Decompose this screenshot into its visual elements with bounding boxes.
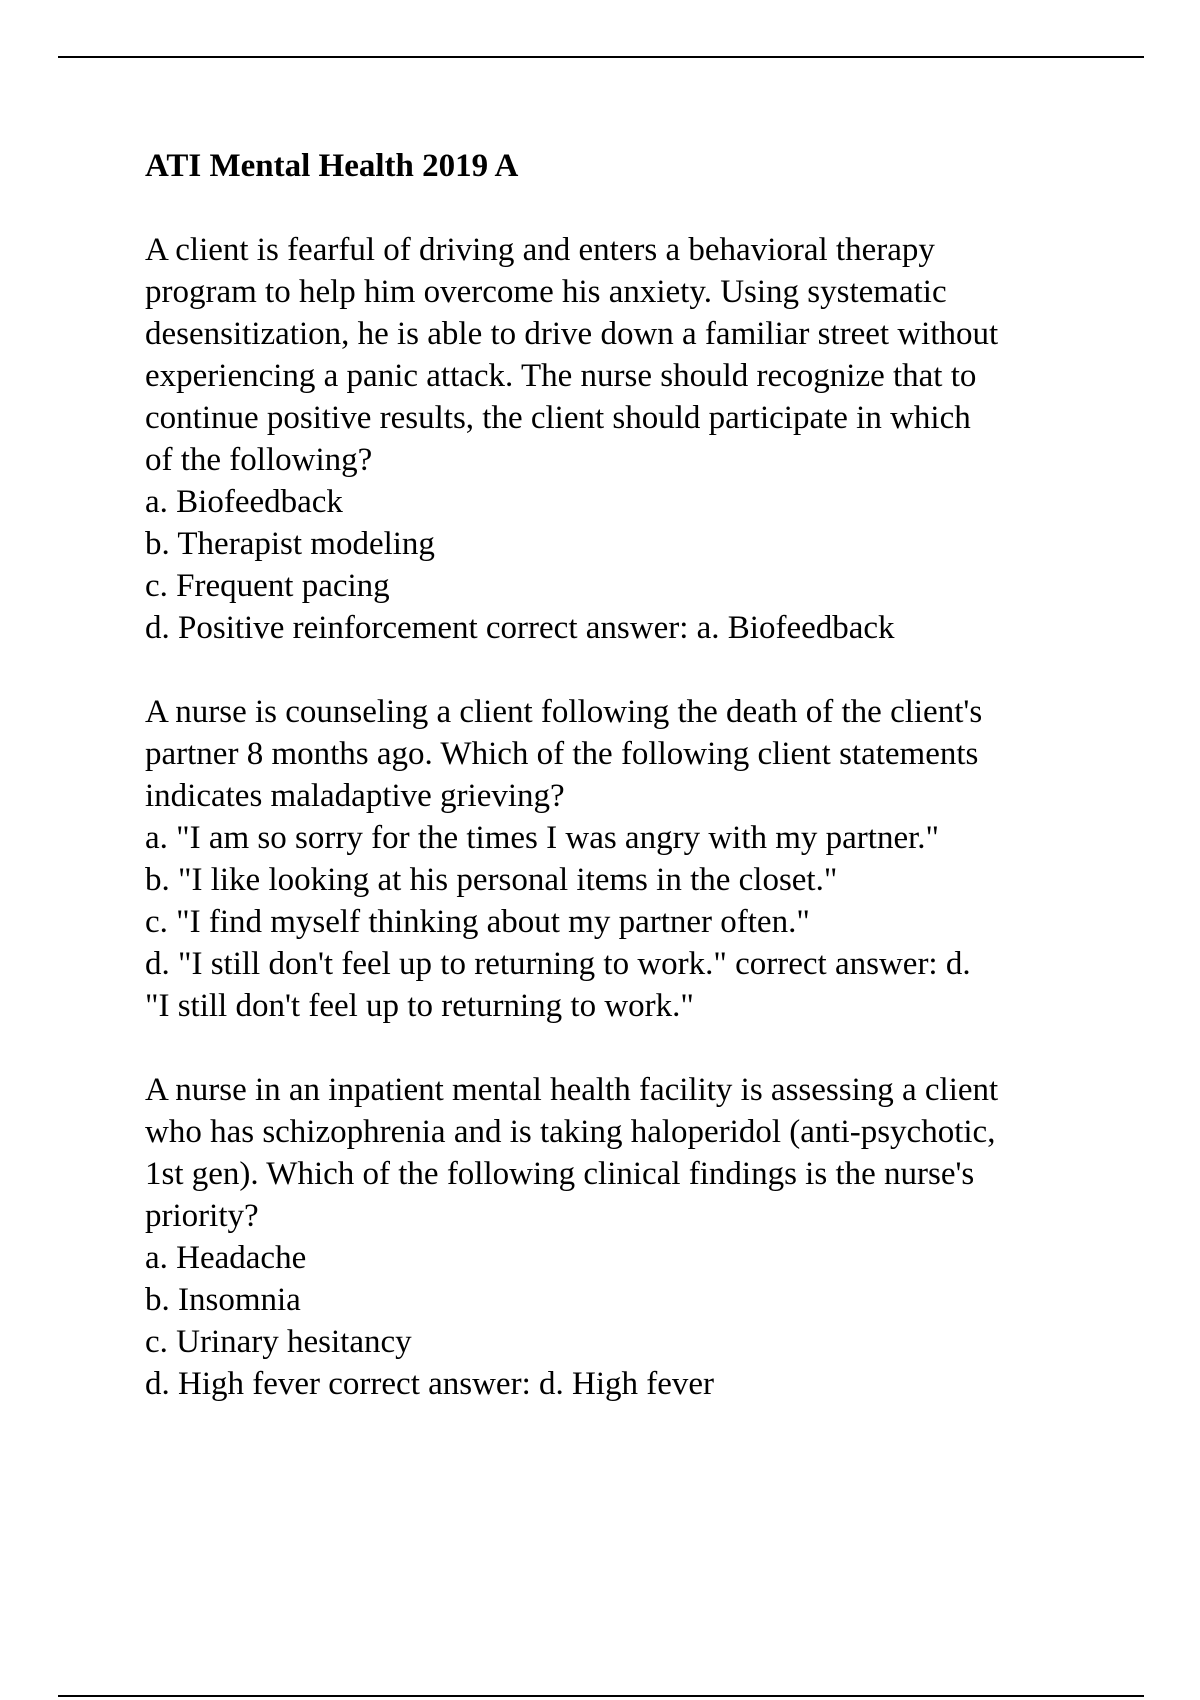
question-3-option-a: a. Headache	[145, 1240, 307, 1276]
question-3-line: priority?	[145, 1198, 259, 1234]
question-3-option-c: c. Urinary hesitancy	[145, 1324, 412, 1360]
question-2-line: indicates maladaptive grieving?	[145, 778, 565, 814]
question-1-line: experiencing a panic attack. The nurse should recognize that to	[145, 358, 977, 394]
question-1-line: desensitization, he is able to drive down a familiar street without	[145, 316, 999, 352]
question-1-option-b: b. Therapist modeling	[145, 526, 435, 562]
question-3-option-b: b. Insomnia	[145, 1282, 301, 1318]
question-2-line: partner 8 months ago. Which of the following client statements	[145, 736, 979, 772]
question-3-line: A nurse in an inpatient mental health facility is assessing a client	[145, 1072, 999, 1108]
question-2-option-a: a. "I am so sorry for the times I was angry with my partner."	[145, 820, 939, 856]
question-1-option-c: c. Frequent pacing	[145, 568, 390, 604]
bottom-rule	[58, 1695, 1144, 1697]
question-1-line: A client is fearful of driving and enters a behavioral therapy	[145, 232, 935, 268]
question-3-option-d-answer: d. High fever correct answer: d. High fever	[145, 1366, 715, 1402]
question-1-option-a: a. Biofeedback	[145, 484, 343, 520]
question-1-option-d-answer: d. Positive reinforcement correct answer: a. Biofeedback	[145, 610, 895, 646]
question-2	[145, 691, 1095, 1027]
question-1	[145, 229, 1095, 649]
question-1-line: continue positive results, the client should participate in which	[145, 400, 971, 436]
question-3	[145, 1069, 1095, 1405]
question-2-answer-continued: "I still don't feel up to returning to work."	[145, 988, 694, 1024]
question-2-option-c: c. "I find myself thinking about my partner often."	[145, 904, 810, 940]
question-1-line: of the following?	[145, 442, 373, 478]
question-1-line: program to help him overcome his anxiety. Using systematic	[145, 274, 947, 310]
top-rule	[58, 56, 1144, 58]
question-3-line: 1st gen). Which of the following clinical findings is the nurse's	[145, 1156, 975, 1192]
question-3-line: who has schizophrenia and is taking haloperidol (anti-psychotic,	[145, 1114, 996, 1150]
question-2-option-b: b. "I like looking at his personal items in the closet."	[145, 862, 838, 898]
question-2-option-d-answer: d. "I still don't feel up to returning to work." correct answer: d.	[145, 946, 971, 982]
document-title: ATI Mental Health 2019 A	[145, 148, 519, 184]
question-2-line: A nurse is counseling a client following the death of the client's	[145, 694, 983, 730]
document-body	[145, 145, 1095, 1447]
